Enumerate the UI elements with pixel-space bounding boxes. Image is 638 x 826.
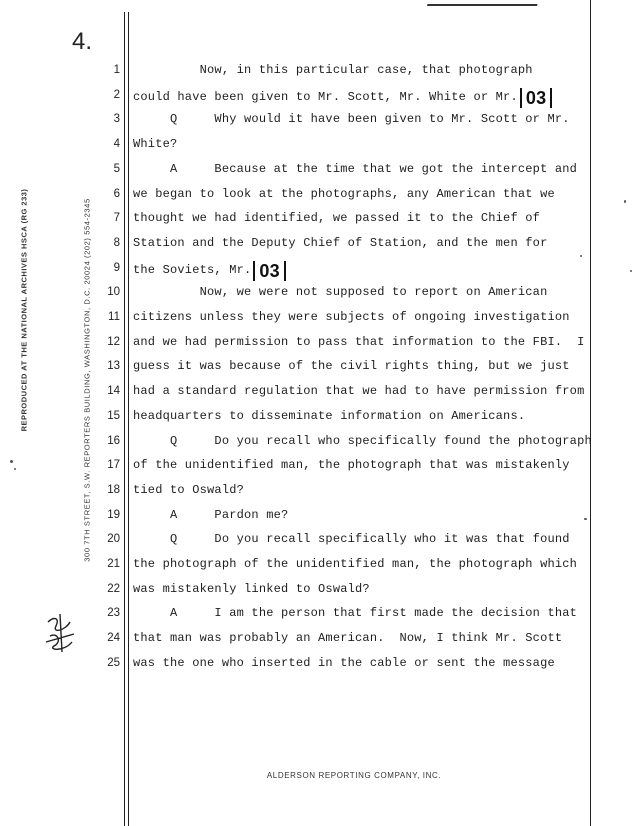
line-number: 1 [113,64,120,76]
line-text [133,335,584,349]
line-text-content: of the unidentified man, the photograph that was mistakenly [133,458,570,473]
line-number: 24 [107,632,120,645]
transcript-line [0,308,638,328]
line-number: 9 [113,261,120,274]
line-number: 23 [107,607,120,620]
scan-speck [630,270,632,272]
line-text [133,236,547,250]
line-text [133,137,177,151]
line-number: 16 [107,434,120,447]
line-text-content: headquarters to disseminate information on Americans. [133,408,526,423]
line-number: 18 [107,483,120,496]
page-number: 4. [72,28,93,55]
line-number: 10 [107,286,120,299]
line-text-content: Q Do you recall specifically who it was that found [133,532,570,547]
line-text-content: tied to Oswald? [133,482,245,497]
line-text-content: citizens unless they were subjects of ongoing investigation [133,310,570,324]
transcript-line [0,629,638,649]
line-text [133,582,370,596]
transcript-line [0,110,638,130]
line-text-content: A I am the person that first made the decision that [133,606,578,621]
line-text [133,434,592,448]
line-number: 14 [107,385,120,398]
transcript-line [0,357,638,377]
line-number: 6 [113,187,120,200]
transcript-line [0,61,638,81]
line-text [133,532,570,546]
line-text [133,557,577,571]
line-number: 2 [113,88,120,101]
footer-company: ALDERSON REPORTING COMPANY, INC. [266,771,442,780]
archive-stamp-text: REPRODUCED AT THE NATIONAL ARCHIVES HSCA (RG 233) [19,188,29,432]
line-text [133,359,570,373]
line-text [133,187,555,201]
line-text [133,162,577,176]
redaction-code: 03 [253,261,285,281]
line-text-content: Q Do you recall who specifically found the photograph [133,433,592,448]
line-number: 3 [113,113,120,126]
redaction-code: 03 [520,88,552,108]
line-number: 19 [107,508,120,521]
line-number: 20 [107,533,120,546]
line-number: 4 [113,138,120,151]
line-number: 13 [107,360,120,373]
transcript-line [0,234,638,254]
transcript-line [0,456,638,476]
line-text [133,384,584,398]
line-text-content: had a standard regulation that we had to have permission from [133,384,585,399]
transcript-line [0,209,638,229]
line-text [133,656,555,670]
line-number: 22 [107,582,120,595]
line-text [133,261,286,281]
line-text [133,606,577,620]
transcript-line [0,283,638,303]
line-text [133,631,562,645]
line-text-content: was the one who inserted in the cable or sent the message [133,655,555,670]
top-edge-mark [427,0,539,6]
line-text [133,409,525,423]
transcript-line [0,333,638,353]
line-text-content: White? [133,137,178,152]
line-text [133,310,570,324]
line-text [133,211,540,225]
line-text-content: the Soviets, Mr. [133,262,252,277]
transcript-line [0,555,638,575]
line-text [133,458,570,472]
transcript-line [0,530,638,550]
line-text-content: that man was probably an American. Now, I think Mr. Scott [133,631,563,646]
transcript-line [0,481,638,501]
line-text [133,508,288,522]
line-number: 7 [113,212,120,225]
line-text-content: Now, we were not supposed to report on American [133,285,548,300]
line-text-content: Now, in this particular case, that photograph [133,63,533,77]
line-text-content: we began to look at the photographs, any American that we [133,186,555,201]
line-text-content: A Because at the time that we got the intercept and [133,161,578,176]
line-number: 11 [108,311,120,323]
transcript-line [0,135,638,155]
transcript-line [0,432,638,452]
line-text-content: thought we had identified, we passed it to the Chief of [133,211,541,226]
line-text-content: Q Why would it have been given to Mr. Scott or Mr. [133,112,570,127]
transcript-line [0,580,638,600]
scan-speck [624,200,626,203]
line-text-content: could have been given to Mr. Scott, Mr. White or Mr. [133,89,518,104]
transcript-line [0,382,638,402]
line-text [133,63,533,77]
scan-speck [14,468,16,470]
line-text [133,483,244,497]
line-text-content: was mistakenly linked to Oswald? [133,581,370,596]
line-text [133,112,570,126]
line-text-content: A Pardon me? [133,507,289,522]
line-text-content: guess it was because of the civil rights thing, but we just [133,359,570,374]
line-text [133,88,552,108]
line-number: 12 [107,335,120,348]
transcript-line [0,604,638,624]
line-number: 15 [107,409,120,422]
transcript-line [0,185,638,205]
scan-speck [10,460,13,463]
line-number: 17 [107,459,120,472]
transcript-line [0,654,638,674]
reporter-address-text: 300 7TH STREET, S.W. REPORTERS BUILDING, WASHINGTON, D.C. 20024 (202) 554-2345 [82,198,92,562]
line-number: 8 [113,236,120,249]
line-text-content: Station and the Deputy Chief of Station, and the men for [133,235,548,250]
line-text-content: and we had permission to pass that information to the FBI. I [133,334,585,349]
handwritten-initials-mark [44,612,78,654]
transcript-line [0,259,638,279]
line-text [133,285,547,299]
line-number: 25 [107,656,120,669]
transcript-line [0,86,638,106]
transcript-line [0,160,638,180]
line-number: 5 [113,162,120,175]
transcript-line [0,407,638,427]
line-text-content: the photograph of the unidentified man, the photograph which [133,557,578,571]
transcript-line [0,506,638,526]
scan-speck [580,255,582,257]
scan-speck [584,518,587,520]
line-number: 21 [107,558,120,570]
